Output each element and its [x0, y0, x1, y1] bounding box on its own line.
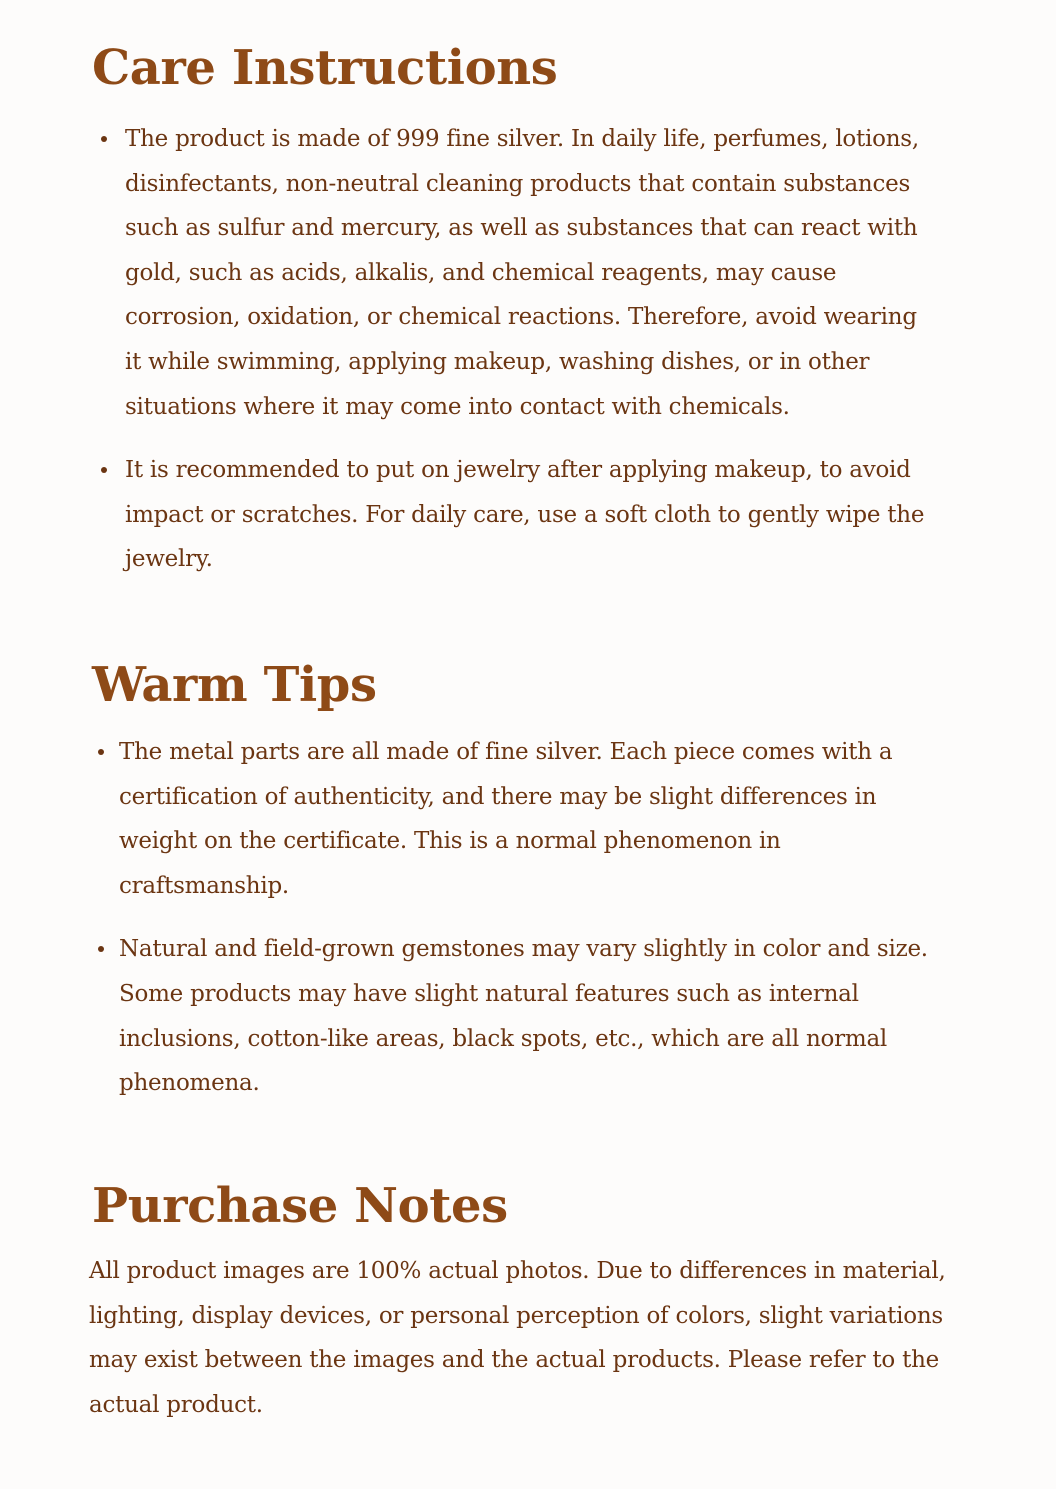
bullet-dot-icon — [98, 749, 104, 755]
tips-item-text: Natural and field-grown gemstones may vary slightly in color and size. Some products may have slight natural features such as internal inclusions, cotton-like areas, black spots, etc., which are all normal phenomena. — [119, 936, 928, 1097]
care-item-text: It is recommended to put on jewelry after applying makeup, to avoid impact or scratches. For daily care, use a soft cloth to gently wipe the jewelry. — [125, 457, 925, 573]
tips-item-gemstones — [92, 927, 952, 1105]
care-instructions-list — [92, 117, 937, 582]
warm-tips-section — [92, 657, 972, 1106]
tips-item-silver — [92, 730, 952, 908]
purchase-notes-section — [89, 1178, 969, 1427]
bullet-dot-icon — [101, 136, 107, 142]
tips-item-text: The metal parts are all made of fine silver. Each piece comes with a certification of authenticity, and there may be slight differences in weight on the certificate. This is a normal phenomenon in craftsmanship. — [119, 739, 893, 899]
care-item-chemicals — [92, 117, 937, 429]
bullet-dot-icon — [98, 946, 104, 952]
care-instructions-section — [92, 40, 972, 582]
care-item-daily-care — [92, 448, 937, 582]
warm-tips-heading: Warm Tips — [92, 657, 377, 713]
purchase-notes-body: All product images are 100% actual photos. Due to differences in material, lighting, display devices, or personal perception of colors, slight variations may exist between the images and the actual products. Please refer to the actual product. — [89, 1258, 946, 1418]
bullet-dot-icon — [101, 467, 107, 473]
purchase-notes-heading: Purchase Notes — [92, 1178, 508, 1234]
warm-tips-list — [92, 730, 952, 1106]
care-item-text: The product is made of 999 fine silver. In daily life, perfumes, lotions, disinfectants, non-neutral cleaning products that contain substances such as sulfur and mercury, as well as substances that can react with gold, such as acids, alkalis, and chemical reagents, may cause corrosion, oxidation, or chemical reactions. Therefore, avoid wearing it while swimming, applying makeup, washing dishes, or in other situations where it may come into contact with chemicals. — [125, 126, 919, 420]
care-instructions-heading: Care Instructions — [92, 40, 558, 96]
